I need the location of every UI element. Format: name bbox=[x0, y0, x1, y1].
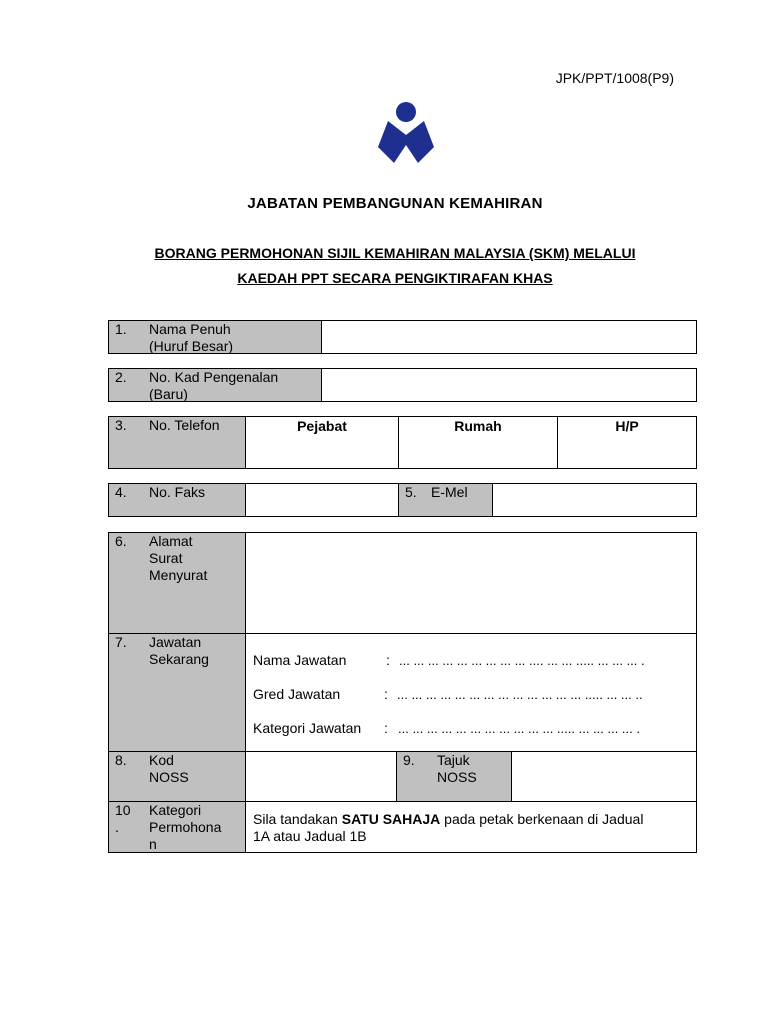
field-label: No. Telefon bbox=[149, 417, 220, 433]
jawatan-details-cell bbox=[245, 633, 696, 751]
field-label: Kod bbox=[149, 752, 174, 768]
field-number: 6. bbox=[115, 533, 127, 549]
nama-jawatan-input[interactable]: ... ... ... ... ... ... ... ... ... .... ... ... ..... ... ... ... . bbox=[399, 653, 645, 668]
field-label-sub: (Huruf Besar) bbox=[149, 338, 234, 354]
kategori-permohonan-instruction bbox=[245, 801, 696, 852]
field-label-sub: (Baru) bbox=[149, 386, 188, 402]
tajuk-noss-input[interactable] bbox=[511, 751, 696, 801]
faks-input[interactable] bbox=[245, 484, 398, 516]
label-cell-emel bbox=[398, 484, 492, 516]
nama-jawatan-label: Nama Jawatan bbox=[253, 652, 347, 668]
field-label: Alamat bbox=[149, 533, 193, 549]
field-label-sub: Permohona bbox=[149, 819, 222, 835]
telefon-hp-cell[interactable] bbox=[557, 417, 696, 468]
field-label-sub: Surat bbox=[149, 550, 183, 566]
kod-noss-input[interactable] bbox=[245, 751, 396, 801]
instruction-text-pre: Sila tandakan bbox=[253, 811, 342, 827]
field-number: 3. bbox=[115, 417, 127, 433]
gred-jawatan-label: Gred Jawatan bbox=[253, 686, 341, 702]
row-nama-penuh bbox=[108, 320, 697, 354]
field-label-sub: n bbox=[149, 836, 157, 852]
row-faks-emel bbox=[108, 483, 697, 517]
field-label: Tajuk bbox=[437, 752, 470, 768]
nama-jawatan-separator: : bbox=[386, 652, 390, 668]
field-label-sub: NOSS bbox=[149, 769, 189, 785]
row-telefon bbox=[108, 416, 697, 469]
instruction-text-line2: 1A atau Jadual 1B bbox=[253, 828, 367, 844]
field-label: No. Kad Pengenalan bbox=[149, 369, 279, 385]
field-number: 7. bbox=[115, 634, 127, 650]
gred-jawatan-separator: : bbox=[384, 686, 388, 702]
field-number: 1. bbox=[115, 321, 127, 337]
kategori-jawatan-label: Kategori Jawatan bbox=[253, 720, 362, 736]
field-number: 9. bbox=[403, 752, 415, 768]
label-cell-kod-noss bbox=[109, 751, 245, 801]
document-reference: JPK/PPT/1008(P9) bbox=[555, 70, 674, 86]
label-cell-telefon bbox=[109, 417, 245, 468]
telefon-rumah-cell[interactable] bbox=[398, 417, 557, 468]
field-label: No. Faks bbox=[149, 484, 206, 500]
address-position-table bbox=[108, 532, 697, 853]
form-title-line2: KAEDAH PPT SECARA PENGIKTIRAFAN KHAS bbox=[237, 270, 553, 286]
form-title-line1: BORANG PERMOHONAN SIJIL KEMAHIRAN MALAYSIA (SKM) MELALUI bbox=[154, 245, 636, 261]
label-cell-nama-penuh bbox=[109, 321, 321, 353]
field-number-dot: . bbox=[115, 819, 119, 835]
telefon-rumah-header: Rumah bbox=[454, 418, 502, 434]
kategori-jawatan-input[interactable]: ... ... ... ... ... ... ... ... ... ... ... ..... ... ... ... ... . bbox=[398, 721, 640, 736]
field-number: 4. bbox=[115, 484, 127, 500]
label-cell-kad-pengenalan bbox=[109, 369, 321, 401]
field-label: E-Mel bbox=[431, 484, 468, 500]
alamat-input[interactable] bbox=[245, 533, 696, 633]
field-label-sub: Menyurat bbox=[149, 567, 208, 583]
emel-input[interactable] bbox=[492, 484, 696, 516]
label-cell-jawatan bbox=[109, 633, 245, 751]
field-number: 2. bbox=[115, 369, 127, 385]
kad-pengenalan-input[interactable] bbox=[321, 369, 696, 401]
telefon-pejabat-cell[interactable] bbox=[245, 417, 398, 468]
field-number: 8. bbox=[115, 752, 127, 768]
field-label: Nama Penuh bbox=[149, 321, 231, 337]
row-kad-pengenalan bbox=[108, 368, 697, 402]
label-cell-alamat bbox=[109, 533, 245, 633]
field-label: Jawatan bbox=[149, 634, 202, 650]
field-number: 10 bbox=[115, 802, 131, 818]
nama-penuh-input[interactable] bbox=[321, 321, 696, 353]
jpk-logo-icon bbox=[378, 101, 434, 163]
kategori-jawatan-separator: : bbox=[384, 720, 388, 736]
telefon-pejabat-header: Pejabat bbox=[297, 418, 347, 434]
instruction-text-post: pada petak berkenaan di Jadual bbox=[440, 811, 644, 827]
label-cell-tajuk-noss bbox=[396, 751, 511, 801]
label-cell-kategori-permohonan bbox=[109, 801, 245, 852]
instruction-text-bold: SATU SAHAJA bbox=[341, 811, 441, 827]
label-cell-faks bbox=[109, 484, 245, 516]
field-label: Kategori bbox=[149, 802, 202, 818]
telefon-hp-header: H/P bbox=[615, 418, 639, 434]
field-number: 5. bbox=[405, 484, 417, 500]
gred-jawatan-input[interactable]: ... ... ... ... ... ... ... ... ... ... ... ... ... ..... ... ... .. bbox=[397, 687, 643, 702]
organization-name: JABATAN PEMBANGUNAN KEMAHIRAN bbox=[247, 195, 543, 212]
field-label-sub: NOSS bbox=[437, 769, 477, 785]
field-label-sub: Sekarang bbox=[149, 651, 209, 667]
